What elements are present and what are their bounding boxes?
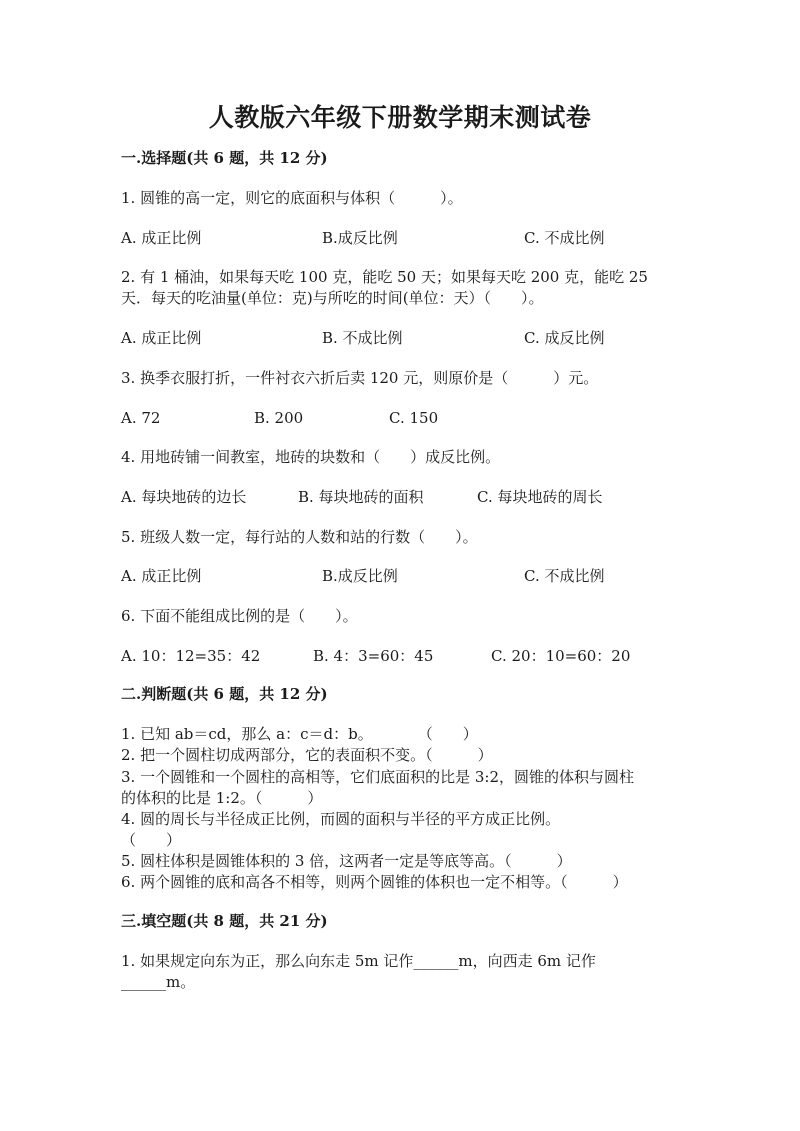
statement-line: 6. 两个圆锥的底和高各不相等，则两个圆锥的体积也一定不相等。（ ）	[121, 873, 628, 891]
option-c: C. 不成比例	[524, 567, 605, 585]
option-a: A. 72	[121, 409, 161, 427]
question-text: 天．每天的吃油量(单位：克)与所吃的时间(单位：天）（ ）。	[121, 289, 544, 307]
option-b: B.成反比例	[322, 567, 398, 585]
question-text: 1. 圆锥的高一定，则它的底面积与体积（ ）。	[121, 189, 463, 207]
question-text: 5. 班级人数一定，每行站的人数和站的行数（ ）。	[121, 528, 478, 546]
statement-line: （ ）	[121, 831, 182, 849]
option-b: B. 200	[254, 409, 304, 427]
question-text: 3. 换季衣服打折，一件衬衣六折后卖 120 元，则原价是（ ）元。	[121, 369, 599, 387]
option-b: B. 4：3=60：45	[313, 647, 434, 665]
question-text: 2. 有 1 桶油，如果每天吃 100 克，能吃 50 天；如果每天吃 200 克，能吃 25	[121, 268, 648, 286]
option-c: C. 成反比例	[524, 329, 605, 347]
section-heading: 三.填空题(共 8 题，共 21 分)	[121, 912, 328, 930]
statement-line: 5. 圆柱体积是圆锥体积的 3 倍，这两者一定是等底等高。（ ）	[121, 852, 572, 870]
option-c: C. 不成比例	[524, 229, 605, 247]
statement-line: 4. 圆的周长与半径成正比例，而圆的面积与半径的平方成正比例。	[121, 810, 561, 828]
section-heading: 一.选择题(共 6 题，共 12 分)	[121, 149, 328, 167]
question-text: 4. 用地砖铺一间教室，地砖的块数和（ ）成反比例。	[121, 448, 501, 466]
section-heading: 二.判断题(共 6 题，共 12 分)	[121, 685, 328, 703]
statement-line: 2. 把一个圆柱切成两部分，它的表面积不变。（ ）	[121, 746, 493, 764]
option-a: A. 成正比例	[121, 329, 202, 347]
option-a: A. 成正比例	[121, 567, 202, 585]
page-title: 人教版六年级下册数学期末测试卷	[208, 103, 592, 132]
option-b: B.成反比例	[322, 229, 398, 247]
option-c: C. 每块地砖的周长	[477, 488, 603, 506]
statement-line: 的体积的比是 1:2。（ ）	[121, 789, 323, 807]
statement-line: 3. 一个圆锥和一个圆柱的高相等，它们底面积的比是 3:2，圆锥的体积与圆柱	[121, 768, 634, 786]
fill-blank-line: ______m。	[121, 973, 196, 991]
statement-line: 1. 已知 ab＝cd，那么 a：c＝d：b。 （ ）	[121, 725, 478, 743]
option-b: B. 每块地砖的面积	[298, 488, 424, 506]
option-a: A. 每块地砖的边长	[121, 488, 247, 506]
option-a: A. 10：12=35：42	[121, 647, 261, 665]
option-b: B. 不成比例	[322, 329, 403, 347]
option-c: C. 20：10=60：20	[491, 647, 631, 665]
question-text: 6. 下面不能组成比例的是（ ）。	[121, 607, 358, 625]
option-c: C. 150	[389, 409, 439, 427]
fill-blank-line: 1. 如果规定向东为正，那么向东走 5m 记作______m，向西走 6m 记作	[121, 952, 596, 970]
option-a: A. 成正比例	[121, 229, 202, 247]
